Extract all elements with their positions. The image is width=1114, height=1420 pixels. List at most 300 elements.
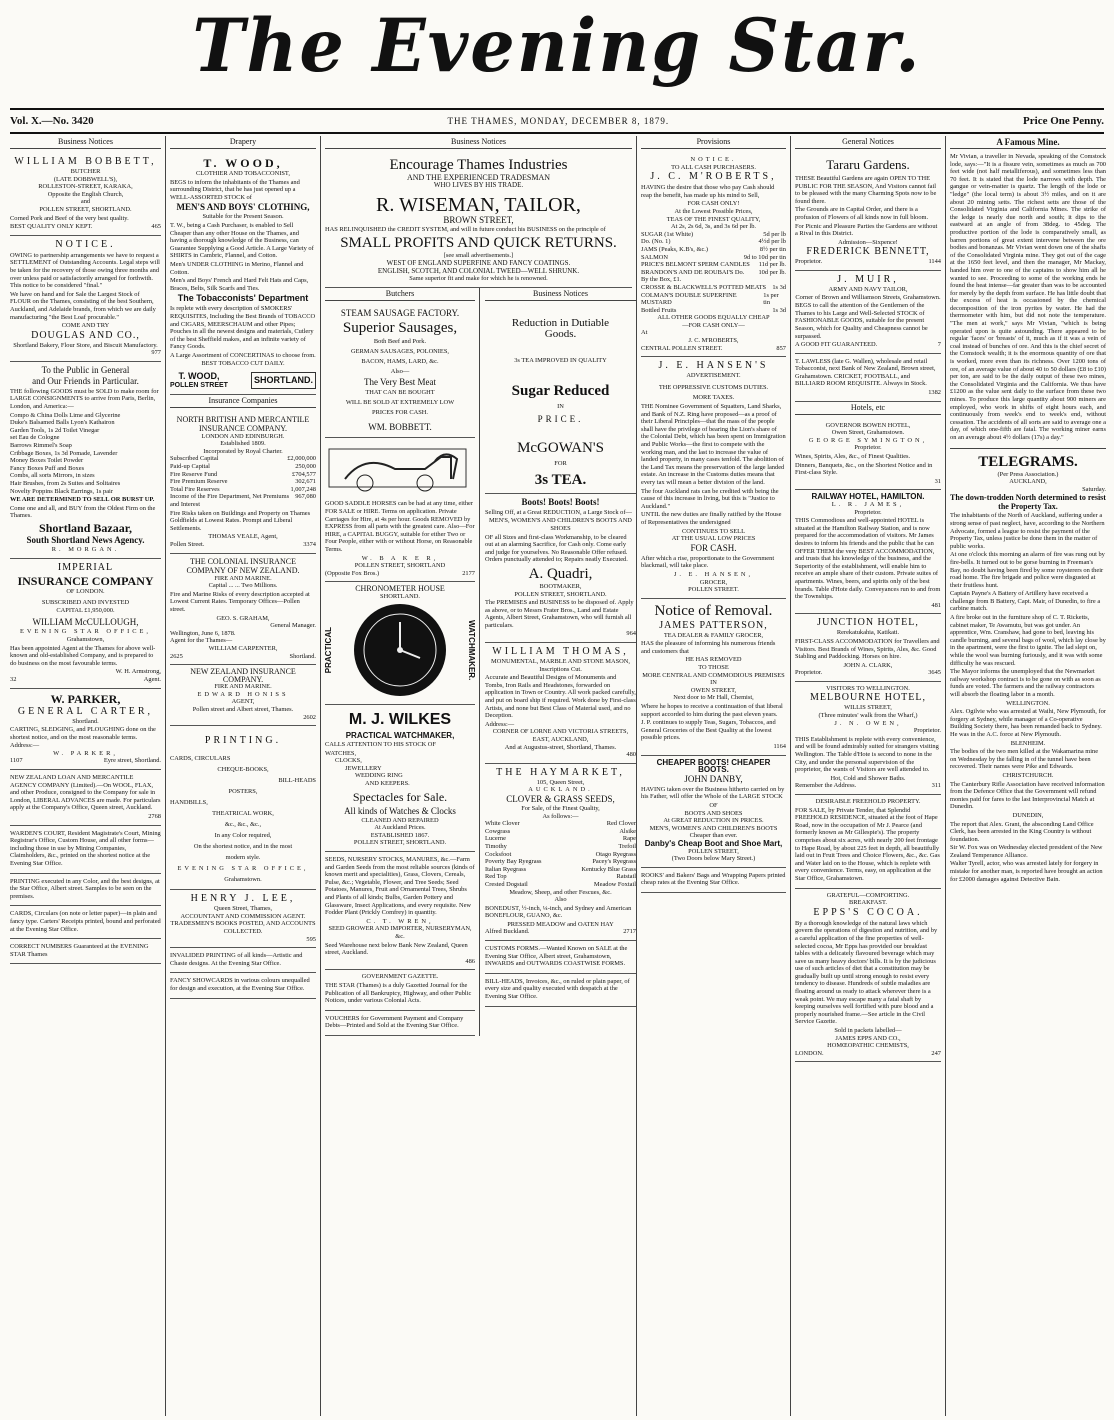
row-cell: Alsike [619, 827, 636, 835]
ad-text: CUSTOMS FORMS.—Wanted Known on SALE at the Evening Star Office, Albert street, Grahamstown, INWARDS and OUTWARDS COASTWISE FORMS. [485, 945, 628, 968]
ad-title: McGOWAN'S [517, 439, 604, 456]
dateline-location: CHRISTCHURCH. [1002, 771, 1054, 779]
ad-name: HENRY J. LEE, [190, 893, 296, 905]
ad-title: South Shortland News Agency. [26, 534, 145, 545]
ad-title: INSURANCE COMPANY [17, 573, 154, 588]
ad-text: Address:— [10, 742, 40, 750]
row-cell: 4½d per lb [758, 238, 786, 246]
ad-text: MONUMENTAL, MARBLE AND STONE MASON, [491, 658, 630, 666]
ad-text: CALLS ATTENTION TO HIS STOCK OF [325, 741, 436, 749]
ad-text: PRACTICAL WATCHMAKER, [345, 731, 455, 741]
row-cell: Timothy [485, 842, 507, 850]
article-headline: The down-trodden North determined to resist the Property Tax. [950, 493, 1106, 512]
ad-text: VOUCHERS for Government Payment and Company Debts—Printed and Sold at the Evening Star Office. [325, 1014, 464, 1030]
row-cell: 302,671 [295, 478, 316, 486]
ad-text: ESTABLISHED 1867. [370, 831, 430, 839]
row-cell: Lucerne [485, 835, 506, 843]
ad-text: Pollen Street. [170, 540, 205, 548]
ad-text: modern style. [225, 854, 261, 862]
ad-name: GEORGE SYMINGTON, [808, 436, 928, 444]
ad-text: BOOTMAKER, [539, 582, 582, 590]
ad-vouchers [325, 1011, 475, 1036]
ad-text: THIS Commodious and well-appointed HOTEL is situated at the Hamilton Railway Station, and is now prepared for the accommodation of visitors. Mr James desires to inform his friends and the public that he can OFFER THEM the very BEST ACCOMMODATION, and trusts that his knowledge of the business, and the Superiority of the establishment, will enable him to receive an ample share of their custom. Private suites of apartments. Wines, beers, and spirits only of the best brands. Table d'Hote daily. Conveyances run to and from the Townships. [795, 517, 941, 601]
ad-text: PRESSED MEADOW and OATEN HAY [507, 920, 614, 928]
ad-text: BEST QUALITY ONLY KEPT. [10, 223, 93, 231]
ad-text: BACON, HAMS, LARD, &c. [361, 357, 439, 365]
ad-text: Rerekatukahia, Katikati. [836, 629, 900, 637]
ad-number: 3374 [303, 540, 316, 548]
dateline-location: BLENHEIM. [1010, 739, 1046, 747]
ad-text: Grahamstown, [66, 635, 105, 643]
ad-name: JOHN DANBY, [684, 773, 743, 784]
ad-text: POLLEN STREET, SHORTLAND [354, 562, 446, 570]
ad-text: At 2s, 2s 6d, 3s, and 3s 6d per lb. [670, 223, 757, 231]
ad-name: WILLIAM McCULLOUGH, [32, 617, 139, 628]
ad-number: 1107 [10, 757, 23, 765]
ad-invalided [170, 948, 316, 973]
row-cell: 250,000 [295, 463, 316, 471]
ad-text: GROCER, [699, 578, 728, 586]
list-item [485, 835, 636, 843]
seed-list [485, 820, 636, 888]
ad-text: Opposite the English Church, [47, 190, 124, 198]
ad-text: SEED GROWER AND IMPORTER, NURSERYMAN, &c. [328, 925, 472, 940]
ad-number: 2768 [148, 813, 161, 821]
ad-text: HE HAS REMOVED [685, 656, 742, 664]
ad-text: WILLIS STREET, [844, 704, 892, 712]
ad-text: Admission—Sixpence! [838, 238, 898, 246]
ad-printing [10, 874, 161, 907]
ad-thomas [485, 643, 636, 764]
row-cell: White Clover [485, 820, 520, 828]
row-cell: Crested Dogstail [485, 880, 528, 888]
ad-sausage [325, 305, 475, 438]
carriage-illustration [325, 441, 470, 497]
ad-text: Sold in packets labelled— [834, 1027, 902, 1035]
ad-text: ROLLESTON-STREET, KARAKA, [38, 183, 133, 191]
ad-name: JOHN A. CLARK, [843, 661, 893, 669]
column-header: Drapery [170, 136, 316, 149]
row-cell: 1s 3d [772, 306, 786, 314]
ad-name: W. PARKER, [53, 749, 118, 757]
ad-title: NOTICE. [690, 156, 737, 163]
ad-title: Tararu Gardens. [826, 157, 910, 172]
row-cell: Total Fire Reserves [170, 485, 220, 493]
ad-number: 465 [151, 223, 161, 231]
row-cell: COLMAN'S DOUBLE SUPERFINE MUSTARD [641, 291, 737, 307]
ad-text: POLLEN STREET [170, 382, 228, 390]
price-row [641, 284, 786, 292]
list-item: Novelty Poppins Black Earrings, 1s pair [10, 487, 113, 495]
ad-number: 977 [151, 349, 161, 357]
ad-text: CENTRAL POLLEN STREET. [641, 344, 723, 352]
ad-patterson [641, 599, 786, 756]
column-header: Business Notices [10, 136, 161, 149]
ad-number: 964 [626, 630, 636, 638]
ad-text: At GREAT REDUCTION IN PRICES. [663, 817, 764, 825]
ad-text: THE Nominee Government of Squatters, Land Sharks, and Bank of N.Z. Ring have proposed—as a proof of their Liberal Principles—that the mass of the people shall have the privilege of bearing the Lion's share of the Colonial Debt, which has been spent on Immigration and Public Works—the first to compete with the working man, and the last to increase the value of landed property, in many cases tenfold. The abolition of the Land Tax means the preservation of the large landed estate. An increase in the Customs duties means that every tax will mean a better division of the land. [641, 403, 786, 486]
ad-text: ADVERTISEMENT. [686, 372, 741, 380]
ad-railway-hotel [795, 490, 941, 614]
ad-text: Grahamstown. [224, 876, 262, 884]
list-item: Compo & China Dolls Lime and Glycerine [10, 411, 121, 419]
ad-text: POLLEN STREET, SHORTLAND. [39, 205, 132, 213]
ad-text: AGENT, [231, 698, 255, 706]
ad-text: BILL-HEADS [278, 777, 316, 785]
ad-number: 1144 [928, 258, 941, 266]
ad-text: WEDDING RING [355, 772, 403, 780]
ad-text: BOOTS AND SHOES [684, 809, 743, 817]
article-text: Saturday. [1082, 485, 1106, 493]
ad-billheads [485, 974, 636, 1007]
ad-text: MEN'S, WOMEN'S AND CHILDREN'S BOOTS AND SHOES [489, 517, 632, 532]
list-item: Cribbage Boxes, 1s 3d Pomade, Lavender [10, 449, 118, 457]
ad-text: POLLEN STREET. [688, 586, 739, 594]
row-cell: 8½ per tin [759, 245, 786, 253]
ad-title: Superior Sausages, [342, 319, 458, 336]
ad-text: POLLEN STREET, SHORTLAND. [353, 839, 447, 847]
dateline-location: AUCKLAND, [1009, 478, 1047, 486]
table-row [170, 463, 316, 471]
ad-imperial [10, 559, 161, 689]
ad-title: Reduction in Dutiable [511, 316, 610, 329]
article-text: (Per Press Association.) [997, 470, 1059, 478]
masthead [0, 0, 1114, 92]
article-body: A fire broke out in the furniture shop of C. T. Ricketts, cabinet maker, Te Awamutu, but was got under. An apprentice, Wm. Cranshaw, had gone to bed, leaving his candle burning, and several bags of wool, which lay close by in the apartment, were the first to ignite. The lad slept on, while the wool was burning furiously, and it was with some difficulty he was rescued. [950, 614, 1106, 667]
ad-douglas [10, 236, 161, 362]
ad-title: CHRONOMETER HOUSE [355, 584, 445, 594]
ad-title: MORE TAXES. [692, 394, 735, 402]
article-body: Sir W. Fox was on Wednesday elected president of the New Zealand Temperance Alliance. [950, 844, 1103, 859]
ad-customs [485, 941, 636, 974]
row-cell: Red Clover [606, 820, 636, 828]
ad-name: W. PARKER, [50, 691, 121, 706]
column-5 [791, 136, 946, 1416]
ad-text: TEAS OF THE FINEST QUALITY, [666, 215, 761, 223]
ad-name: FREDERICK BENNETT, [806, 246, 930, 258]
ad-mroberts [641, 153, 786, 357]
ad-text: LONDON. [795, 1049, 824, 1057]
row-cell: Poverty Bay Ryegrass [485, 858, 542, 866]
ad-name: J. C. M'ROBERTS, [650, 171, 777, 183]
ad-title: The Very Best Meat [363, 376, 437, 387]
ad-text: HAS RELINQUISHED the CREDIT SYSTEM, and will in future conduct his BUSINESS on the principle of [325, 225, 606, 233]
ad-text: CLOCKS, [335, 757, 362, 765]
ad-text: ENGLISH, SCOTCH, AND COLONIAL TWEED—WELL SHRUNK. [377, 266, 580, 275]
ad-tararu [795, 153, 941, 271]
ad-text: TO THOSE [698, 664, 729, 672]
column-3a [325, 288, 480, 1036]
article-body: The Canterbury Rifle Association have received information from the Defence Office that the Government will refund monies paid for fares to the last Interprovincial Match at Dunedin. [950, 780, 1105, 811]
ad-text: Fire and Marine Risks of every description accepted at Lowest Current Rates. Temporary Offices—Pollen street. [170, 590, 310, 613]
ad-text: And at Augustus-street, Shortland, Thames. [504, 743, 617, 751]
ad-text: HANDBILLS, [170, 799, 208, 807]
row-cell: SUGAR (1st White) [641, 230, 694, 238]
ad-text: ALL OTHER GOODS EQUALLY CHEAP [657, 314, 770, 322]
row-cell: 5d per lb [763, 230, 786, 238]
ad-text: BEST TOBACCO CUT DAILY. [201, 360, 285, 368]
ad-name: THOMAS VEALE, Agent, [208, 533, 278, 541]
ad-text: POLLEN STREET, SHORTLAND. [514, 590, 607, 598]
ad-text: Come one and all, and BUY from the Oldest Firm on the Thames. [10, 504, 156, 520]
ad-text: At [641, 329, 648, 337]
article-title: A Famous Mine. [950, 136, 1106, 149]
article-body: The report that Alex. Grant, the absconding Land Office Clerk, has been arrested in the King Country is without foundation. [950, 820, 1094, 843]
ad-text: BEGS to inform the inhabitants of the Thames and surrounding District, that he has just opened up a WELL-ASSORTED STOCK of [170, 178, 300, 201]
article-body: The inhabitants of the North of Auckland, suffering under a strong sense of past neglect, have, according to the Northern Advocate, formed a league to resist the payment of the Property Tax, unless justice be done them in the matter of public works. [950, 512, 1105, 550]
ad-title: NORTH BRITISH AND MERCANTILE INSURANCE COMPANY. [176, 414, 310, 433]
ad-text: FOR [554, 459, 567, 467]
ad-text: HAS the pleasure of informing his numerous friends and customers that [641, 640, 776, 655]
ad-title: EPPS'S COCOA. [813, 906, 923, 918]
ad-title: Boots! Boots! Boots! [521, 496, 600, 507]
row-cell: Fire Premium Reserve [170, 478, 228, 486]
ad-text: FOR CASH ONLY! [687, 200, 740, 208]
ad-text: Agent. [143, 675, 161, 683]
list-item [485, 851, 636, 859]
ad-text: Shortland Bakery, Flour Store, and Biscuit Manufactory. [13, 341, 158, 349]
ad-bazaar [10, 362, 161, 559]
ad-title: OF LONDON. [66, 587, 105, 595]
ad-text: BREAKFAST. [849, 899, 887, 907]
ad-text: Proprietor. [795, 669, 823, 677]
ad-text: (Two Doors below Mary Street.) [671, 855, 756, 863]
ad-name: WILLIAM BOBBETT, [14, 156, 157, 167]
ad-text: AND KEEPERS. [365, 780, 410, 788]
ad-text: Meadow, Sheep, and other Fescues, &c. [509, 888, 612, 896]
row-cell: Paid-up Capital [170, 463, 210, 471]
ad-junction-hotel [795, 614, 941, 682]
section-header: Hotels, etc [795, 402, 941, 415]
ad-name: W. B A K E R, [361, 554, 439, 562]
ad-title: NEW ZEALAND INSURANCE COMPANY. [190, 667, 296, 684]
ad-text: THE following GOODS must be SOLD to make room for LARGE CONSIGNMENTS to arrive from Paris, Berlin, London, and America:— [10, 387, 159, 411]
ad-title: THE OPPRESSIVE CUSTOMS DUTIES. [658, 383, 769, 391]
list-item: Hair Brushes, from 2s Suites and Solitaires [10, 480, 121, 487]
table-row [170, 478, 316, 486]
ad-text: WATCHMAKER. [467, 620, 476, 681]
table-row [170, 486, 316, 494]
ad-name: M. J. WILKES [348, 711, 452, 729]
section-header: Butchers [325, 288, 475, 301]
list-item: Combs, all sorts Mirrors, in sizes [10, 472, 95, 480]
row-cell: Pacey's Ryegrass [592, 858, 636, 866]
ad-text: TEA DEALER & FAMILY GROCER, [663, 631, 764, 639]
ad-number: 1382 [928, 389, 941, 397]
ad-title: 3s TEA. [534, 471, 587, 488]
ad-text: THAT CAN BE BOUGHT [365, 388, 435, 396]
ad-number: 1164 [773, 743, 786, 750]
ad-text: The Grounds are in Capital Order, and there is a profusion of Flowers of all kinds now in full bloom. [795, 206, 929, 221]
ad-text: SUBSCRIBED AND INVESTED [41, 599, 130, 607]
ad-text: PRACTICAL [324, 627, 333, 674]
list-item: Barrows Rimmel's Soap [10, 442, 72, 450]
ad-text: UNTIL the new duties are finally ratified by the House of Representatives the undersigned [641, 511, 782, 526]
ad-gazette [325, 970, 475, 1010]
ad-horses [325, 438, 475, 583]
row-cell: Do. (No. 1) [641, 238, 671, 246]
ad-text: For Sale, of the Finest Quality, [521, 804, 600, 812]
ad-text: PRINTING executed in any Color, and the best designs, at the Star Office, Albert street. Samples to be seen on the premises. [10, 877, 160, 900]
list-item [485, 820, 636, 828]
ad-text: 105, Queen Street, [536, 778, 585, 786]
ad-text: FIRE AND MARINE. [214, 574, 272, 582]
ad-text: SHORTLAND. [380, 592, 420, 600]
ad-text: Selling Off, at a Great REDUCTION, a Large Stock of— [485, 508, 632, 516]
ad-text: GRATEFUL—COMFORTING. [826, 891, 910, 899]
ad-text: CHEQUE-BOOKS, [217, 766, 269, 774]
ad-danby [641, 756, 786, 868]
ad-text: —FOR CASH ONLY— [682, 321, 745, 329]
list-item [485, 866, 636, 874]
article-body: Alex. Ogilvie who was arrested at Waihi, New Plymouth, for forgery at Sydney, while manager of a Co-operative Building Society there, has been remanded back to Sydney. He was in the A.C. force at New Plymouth. [950, 708, 1106, 738]
dateline [10, 108, 1104, 134]
ad-text: Next door to Mr Hall, Chemist, [673, 694, 754, 702]
ad-number: 486 [465, 957, 475, 965]
price-row [641, 261, 786, 269]
row-cell: Trefoil [618, 842, 636, 850]
ad-text: MORE CENTRAL AND COMMODIOUS PREMISES [642, 671, 785, 679]
ad-name: JAMES PATTERSON, [659, 619, 768, 631]
ad-title: IMPERIAL [57, 561, 114, 573]
row-cell: By the Box, £1. [641, 276, 682, 284]
column-header: Provisions [641, 136, 786, 149]
price-row [641, 238, 786, 246]
row-cell: Ratstail [616, 873, 636, 881]
row-cell: £2,000,000 [287, 455, 316, 463]
ad-text: A GOOD FIT GUARANTEED. [795, 341, 878, 349]
ad-text: Wellington, June 6, 1878. [170, 629, 236, 637]
ad-title: NOTICE. [55, 238, 116, 250]
table-row [170, 455, 316, 463]
column-3b [481, 288, 636, 1007]
ad-text: FIRST-CLASS ACCOMMODATION for Travellers and Visitors. Best Brands of Wines, Spirits, Ales, &c. Good Stabling and Paddocking. Horses on hire. [795, 637, 940, 661]
ad-text: The four Auckland rats can be credited with being the cause of this increase in living, but this is "Justice to Auckland." [641, 487, 779, 510]
ad-text: After which a rise, proportionate to the Government blackmail, will take place. [641, 554, 775, 570]
ad-text: T. W., being a Cash Purchaser, is enabled to Sell Cheaper than any other House on the Thames, and having a thorough knowledge of the Business, can Guarantee Supplying a Good Article. A Large Variety of SHIRTS in Cambric, Flannel, and Cotton. [170, 221, 314, 260]
ad-text: CORRECT NUMBERS Guaranteed at the EVENING STAR Thames [10, 943, 149, 958]
ad-text: SHORTLAND. [251, 372, 316, 389]
row-cell: 9d to 10d per tin [743, 253, 786, 261]
price-row [641, 307, 786, 315]
column-1 [6, 136, 166, 1416]
ad-title: Danby's Cheap Boot and Shoe Mart, [644, 838, 783, 848]
column-4 [636, 136, 791, 1416]
ad-text: WATCHES, [325, 749, 357, 757]
ad-text: Incorporated by Royal Charter. [203, 447, 283, 455]
ad-text: (Three minutes' walk from the Wharf,) [818, 712, 918, 720]
ad-name: C. T. WREN, [366, 917, 434, 925]
list-item [485, 881, 636, 889]
list-item [485, 873, 636, 881]
ad-text: JEWELLERY [345, 764, 382, 772]
ad-text: FOR SALE, by Private Tender, that Splendid FREEHOLD RESIDENCE, situated at the foot of Hape Road, now in the occupation of Mr J. Pearce (and formerly known as Mr Gillespie's). The property comprises about six acres, with nearly 200 feet frontage to Hape Road, by about 225 feet in depth, all beautifully laid out in Fruit Trees and Choice Flowers, &c., &c. Gas and Water laid on to the House, which is replete with every convenience. Terms, easy, on application at the Star Office, Grahamstown. [795, 806, 940, 882]
row-cell: BRANDON'S AND DE ROUBAI'S Do. [641, 268, 745, 276]
dateline-location: WELLINGTON. [1006, 699, 1050, 707]
column-header: General Notices [795, 136, 941, 149]
ad-title: GOVERNMENT GAZETTE. [361, 973, 439, 981]
ad-text: By a thorough knowledge of the natural laws which govern the operations of digestion and nutrition, and by a careful application of the fine properties of well-selected cocoa, Mr Epps has provided our breakfast tables with a delicately flavoured beverage which may save us many heavy doctors' bills. It is by the judicious use of such articles of diet that a constitution may be gradually built up until strong enough to resist every tendency to disease. Hundreds of subtle maladies are floating around us ready to attack wherever there is a weak point. We may escape many a fatal shaft by keeping ourselves well fortified with pure blood and a properly nourished frame.—See article in the Civil Service Gazette. [795, 919, 938, 1026]
ad-nz-insurance [170, 665, 316, 726]
table-row [170, 471, 316, 479]
price-row [641, 292, 786, 307]
ad-text: MEN'S, WOMEN'S AND CHILDREN'S BOOTS Cheaper than ever. [649, 824, 778, 840]
ad-name: T. WOOD, [203, 156, 283, 170]
ad-title: STEAM SAUSAGE FACTORY. [340, 307, 460, 318]
ad-text: CAPITAL £1,950,000. [56, 606, 115, 614]
capital-table [170, 455, 316, 508]
ad-title: Notice of Removal. [654, 602, 773, 619]
ad-text: WHO LIVES BY HIS TRADE. [433, 180, 524, 189]
ad-name: THE HAYMARKET, [496, 766, 625, 778]
ad-number: 311 [931, 782, 941, 790]
ad-number: 2602 [303, 713, 316, 721]
ad-numbers [10, 939, 161, 964]
price-row [641, 231, 786, 239]
row-cell: Otago Ryegrass [595, 850, 636, 858]
ad-lee [170, 890, 316, 948]
ad-text: As follows:— [542, 812, 579, 820]
ad-wiseman [325, 153, 632, 288]
ad-title: Shortland Bazaar, [39, 520, 132, 535]
ad-bobbett [10, 153, 161, 236]
ad-title: FOR CASH. [690, 542, 737, 553]
ad-muir [795, 271, 941, 354]
ad-title: RAILWAY HOTEL, HAMILTON. [811, 492, 925, 502]
ad-text: In any Color required, [214, 832, 272, 840]
article-body: The Mayor informs the unemployed that the Newmarket railway workshop contract is to be gone on with as soon as funds are voted. The farmers and the railway contractors will absorb the floating labor in a month. [950, 668, 1101, 698]
ad-text: COME AND TRY [61, 322, 110, 330]
column-header: Business Notices [325, 136, 632, 149]
ad-text: BONEDUST, ½-inch, ¼-inch, and Sydney and American BONEFLOUR, GUANO, &c. [485, 904, 632, 920]
ad-cards [10, 906, 161, 939]
ad-north-british [170, 412, 316, 554]
row-cell: 1s 3d [772, 283, 786, 291]
ad-text: Suitable for the Present Season. [202, 213, 284, 221]
ad-text: CARDS, Circulars (on note or letter paper)—in plain and fancy type. Carters' Receipts printed, bound and perforated at the Evening Star Office. [10, 910, 161, 933]
ad-bags [641, 868, 786, 893]
ad-number: 2625 [170, 652, 183, 660]
ad-text: and [80, 198, 91, 206]
ad-text: Hot, Cold and Shower Baths. [830, 774, 906, 782]
ad-text: (LATE DOBBWELL'S), [53, 175, 118, 183]
article-body: Mr Vivian, a traveller in Nevada, speaking of the Comstock lode, says:—"It is a fissure vein, sometimes as much as 700 feet wide (not half metalliferous), and sometimes less than 70 feet. It is stated that the lode narrows with depth. The gangue or vein-matter is quartz. The length of the lode or "ledge" (the local term) is about 3½ miles, and on it are about 20 mining setts. The richest setts are those of the Consolidated Virginia and California Mines. The strike of the ledge is nearly due north and south; it dips to the eastward at an angle of from 38deg. to 45deg. The productive portion of the lode is comparatively small, as barren portions of great extent intervene between the ore bodies and bonanzas. Mr Vivian went down one of the shafts of the Consolidated Virginia mine. They got out of the cage at the 1650 feet level, and then the manager, Mr Mackay, handed him over to one of the captains to show him all he wanted to see. Proceeding to some of the working ends he found the heat intense—far greater than was to be accounted for merely by the depth from surface. He has little doubt that the excess of heat is occasioned by the chemical decomposition of the iron pyrites by water. He had the thermometer with him, but did not note the temperature. "The men at work," says Mr Vivian, "which is being operated upon is quite astounding. There appeared to be regular 'faces' or 'breasts' of it, much as if it was a vein of coal instead of bunches of ore. And this is the chief secret of the Comstock wealth; it is the enormous quantity of ore that is worked, more even than its richness. Over 1200 tons of ore, of an average value of about 40 to 50 dollars (£8 to £10) per ton, are said to be the daily output of these two mines, the Consolidated Virginia and the California. We thus have £1200 as the value sent daily to the surface from these two mines. To produce this large quantity about 900 miners are employed, who work in shifts of eight hours each, and continuously from week's end to week's end, without cessation. The accidents of all sorts are said to average one a day, of which one-fifth are fatal. The working miner earns on an average about 4½ dollars (17s) a day." [950, 153, 1106, 441]
list-item: Duke's Balsamed Balls Lyon's Kathairon [10, 419, 115, 427]
ad-text: TRADESMEN'S BOOKS POSTED, AND ACCOUNTS COLLECTED. [170, 920, 316, 936]
ad-text: CORNER OF LORNE AND VICTORIA STREETS, EAST, AUCKLAND, [492, 728, 629, 743]
ad-name: A. Quadri, [528, 565, 593, 582]
clock-icon [350, 600, 450, 700]
row-cell: 1s per tin [763, 291, 779, 307]
ad-text: Also— [390, 367, 410, 375]
ad-name: J. MUIR, [837, 273, 899, 285]
ad-text: On the shortest notice, and in the most [193, 843, 293, 851]
row-cell: Cowgrass [485, 827, 511, 835]
ad-title: GENERAL CARTER, [17, 705, 154, 717]
ad-epps-cocoa [795, 889, 941, 1063]
row-cell: JAMS (Peaks, K.B's, &c.) [641, 245, 709, 253]
ad-name: R. MORGAN. [51, 545, 120, 553]
price-list [641, 231, 786, 315]
ad-wood [170, 153, 316, 395]
ad-name: T. WOOD, [178, 371, 220, 382]
column-3 [321, 136, 636, 1416]
ad-text: Eyre street, Shortland. [103, 757, 161, 765]
ad-text: (Opposite Fox Bros.) [325, 569, 380, 577]
ad-quadri [485, 494, 636, 643]
row-cell: £704,577 [292, 470, 316, 478]
ad-text: EVENING STAR OFFICE, [19, 628, 152, 636]
